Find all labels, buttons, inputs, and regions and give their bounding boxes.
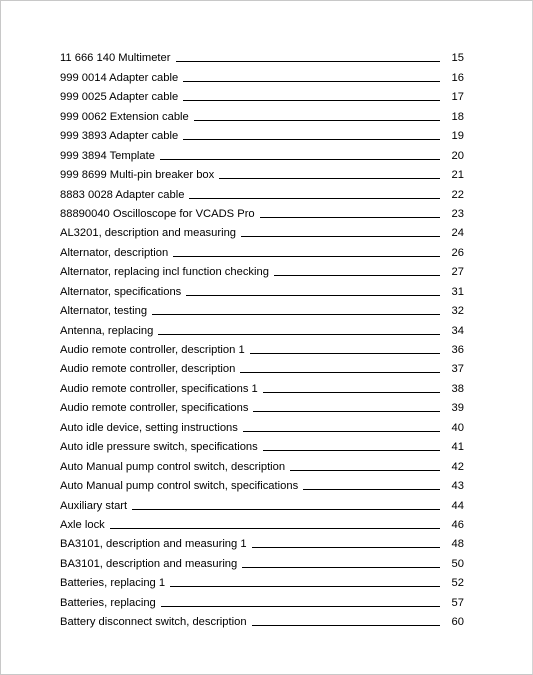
toc-entry-title[interactable]: Audio remote controller, description 1 <box>60 344 245 356</box>
toc-leader-line <box>243 431 440 432</box>
toc-entry[interactable] <box>60 182 464 201</box>
toc-entry[interactable] <box>60 221 464 240</box>
toc-leader-line <box>253 411 440 412</box>
toc-entry[interactable] <box>60 493 464 512</box>
toc-entry-page-number[interactable]: 22 <box>451 188 464 201</box>
toc-leader-line <box>176 61 441 62</box>
toc-entry-title[interactable]: Batteries, replacing <box>60 596 156 609</box>
toc-entry[interactable] <box>60 85 464 104</box>
toc-entry-page-number[interactable]: 52 <box>451 577 464 590</box>
toc-entry-page-number[interactable]: 32 <box>451 305 464 318</box>
toc-entry-title[interactable]: 999 0062 Extension cable <box>60 110 189 123</box>
toc-entry-title[interactable]: Audio remote controller, specifications <box>60 402 249 415</box>
toc-entry-page-number[interactable]: 18 <box>451 110 464 123</box>
toc-entry-title[interactable]: 999 0014 Adapter cable <box>60 71 179 84</box>
toc-leader-line <box>252 547 440 548</box>
toc-entry-title[interactable]: 999 8699 Multi-pin breaker box <box>60 169 215 182</box>
toc-entry-page-number[interactable]: 50 <box>451 557 464 570</box>
toc-entry[interactable] <box>60 376 464 395</box>
toc-leader-line <box>189 198 440 199</box>
toc-entry-title[interactable]: Auto Manual pump control switch, description <box>60 460 286 473</box>
toc-entry-title[interactable]: Auxiliary start <box>60 499 128 512</box>
table-of-contents <box>60 46 464 629</box>
toc-leader-line <box>242 567 440 568</box>
toc-entry-title[interactable]: Audio remote controller, specifications 1 <box>60 382 258 395</box>
toc-entry-page-number[interactable]: 43 <box>451 480 464 493</box>
toc-entry-page-number[interactable]: 38 <box>451 382 464 395</box>
toc-entry-title[interactable]: BA3101, description and measuring <box>60 557 238 570</box>
toc-entry[interactable] <box>60 571 464 590</box>
toc-entry-page-number[interactable]: 27 <box>451 266 464 279</box>
toc-entry[interactable] <box>60 279 464 298</box>
toc-leader-line <box>194 120 440 121</box>
toc-entry[interactable] <box>60 454 464 473</box>
toc-entry[interactable] <box>60 318 464 337</box>
toc-entry[interactable] <box>60 610 464 629</box>
toc-leader-line <box>132 509 440 510</box>
toc-entry[interactable] <box>60 338 464 357</box>
toc-entry[interactable] <box>60 124 464 143</box>
toc-leader-line <box>152 314 440 315</box>
toc-entry-page-number[interactable]: 19 <box>451 130 464 143</box>
toc-entry-page-number[interactable]: 41 <box>451 441 464 454</box>
toc-entry-title[interactable]: Audio remote controller, description <box>60 363 236 376</box>
toc-entry-page-number[interactable]: 60 <box>451 616 464 629</box>
toc-entry-page-number[interactable]: 57 <box>451 596 464 609</box>
toc-entry-title[interactable]: 999 3894 Template <box>60 149 155 162</box>
toc-entry-title[interactable]: Auto idle pressure switch, specifications <box>60 441 258 454</box>
toc-entry-page-number[interactable]: 23 <box>451 207 464 220</box>
toc-entry-title[interactable]: Axle lock <box>60 518 105 531</box>
toc-entry-page-number[interactable]: 31 <box>451 285 464 298</box>
toc-leader-line <box>183 139 440 140</box>
toc-entry[interactable] <box>60 357 464 376</box>
toc-leader-line <box>290 470 440 471</box>
toc-leader-line <box>186 295 440 296</box>
toc-leader-line <box>263 450 440 451</box>
toc-entry-page-number[interactable]: 21 <box>451 169 464 182</box>
toc-entry-page-number[interactable]: 42 <box>451 460 464 473</box>
toc-leader-line <box>161 606 440 607</box>
toc-entry[interactable] <box>60 551 464 570</box>
toc-entry-title[interactable]: Alternator, description <box>60 246 169 259</box>
toc-leader-line <box>160 159 440 160</box>
toc-entry-page-number[interactable]: 46 <box>451 518 464 531</box>
toc-leader-line <box>173 256 440 257</box>
toc-entry-page-number[interactable]: 44 <box>451 499 464 512</box>
toc-leader-line <box>158 334 440 335</box>
toc-leader-line <box>250 353 440 354</box>
toc-leader-line <box>263 392 440 393</box>
toc-entry[interactable] <box>60 46 464 65</box>
toc-entry-page-number[interactable]: 36 <box>451 344 464 356</box>
toc-entry-page-number[interactable]: 17 <box>451 91 464 104</box>
toc-entry-title[interactable]: 999 3893 Adapter cable <box>60 130 179 143</box>
toc-leader-line <box>219 178 440 179</box>
toc-entry[interactable] <box>60 104 464 123</box>
toc-leader-line <box>183 81 440 82</box>
toc-entry-title[interactable]: Auto Manual pump control switch, specifications <box>60 480 299 493</box>
toc-entry-page-number[interactable]: 40 <box>451 421 464 434</box>
toc-entry[interactable] <box>60 590 464 609</box>
toc-entry-title[interactable]: Antenna, replacing <box>60 324 154 337</box>
toc-entry[interactable] <box>60 299 464 318</box>
toc-entry-title[interactable]: Alternator, specifications <box>60 285 182 298</box>
toc-entry[interactable] <box>60 143 464 162</box>
toc-entry[interactable] <box>60 532 464 551</box>
toc-entry-page-number[interactable]: 26 <box>451 246 464 259</box>
toc-leader-line <box>241 236 440 237</box>
toc-entry-page-number[interactable]: 48 <box>451 538 464 551</box>
toc-leader-line <box>110 528 440 529</box>
toc-entry-title[interactable]: 11 666 140 Multimeter <box>60 52 171 65</box>
toc-entry-title[interactable]: Batteries, replacing 1 <box>60 577 166 590</box>
toc-entry-title[interactable]: 88890040 Oscilloscope for VCADS Pro <box>60 207 255 220</box>
toc-entry-page-number[interactable]: 37 <box>451 363 464 376</box>
toc-entry-page-number[interactable]: 15 <box>451 52 464 65</box>
toc-leader-line <box>252 625 440 626</box>
toc-entry-title[interactable]: Auto idle device, setting instructions <box>60 421 238 434</box>
toc-entry-title[interactable]: Alternator, testing <box>60 305 148 318</box>
toc-entry-title[interactable]: Alternator, replacing incl function checking <box>60 266 269 279</box>
toc-entry[interactable] <box>60 513 464 532</box>
toc-entry[interactable] <box>60 163 464 182</box>
toc-entry-page-number[interactable]: 20 <box>451 149 464 162</box>
toc-entry[interactable] <box>60 435 464 454</box>
toc-entry[interactable] <box>60 202 464 221</box>
toc-entry-page-number[interactable]: 34 <box>451 324 464 337</box>
toc-entry-page-number[interactable]: 39 <box>451 402 464 415</box>
toc-entry-title[interactable]: Battery disconnect switch, description <box>60 616 247 629</box>
toc-entry[interactable] <box>60 415 464 434</box>
toc-leader-line <box>183 100 440 101</box>
toc-entry[interactable] <box>60 474 464 493</box>
toc-entry-title[interactable]: BA3101, description and measuring 1 <box>60 538 247 551</box>
toc-entry-page-number[interactable]: 16 <box>451 71 464 84</box>
toc-entry[interactable] <box>60 65 464 84</box>
toc-entry-title[interactable]: 8883 0028 Adapter cable <box>60 188 185 201</box>
toc-entry-title[interactable]: 999 0025 Adapter cable <box>60 91 179 104</box>
toc-entry[interactable] <box>60 396 464 415</box>
toc-leader-line <box>303 489 440 490</box>
toc-entry-page-number[interactable]: 24 <box>451 227 464 240</box>
toc-leader-line <box>240 372 440 373</box>
toc-entry[interactable] <box>60 240 464 259</box>
toc-entry-title[interactable]: AL3201, description and measuring <box>60 227 237 240</box>
toc-entry[interactable] <box>60 260 464 279</box>
toc-leader-line <box>170 586 440 587</box>
toc-leader-line <box>274 275 440 276</box>
toc-leader-line <box>260 217 440 218</box>
